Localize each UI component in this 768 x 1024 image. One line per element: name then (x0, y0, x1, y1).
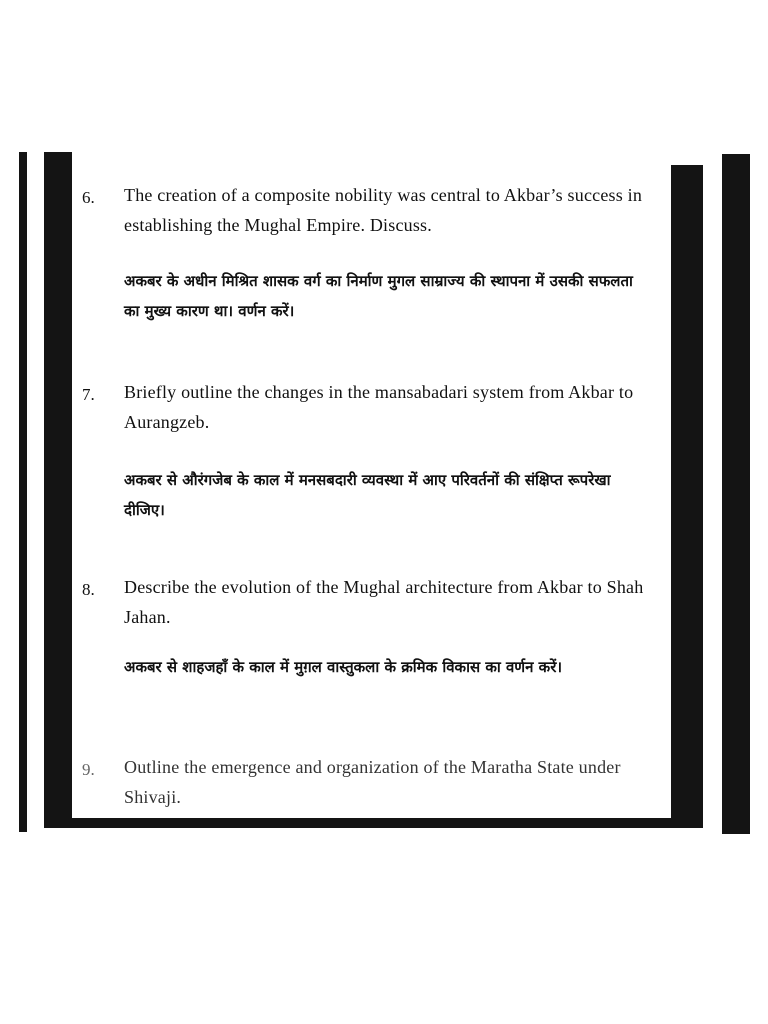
left-outer-border-bar (19, 152, 27, 832)
question-number: 7. (82, 385, 95, 404)
question-paper (72, 150, 671, 818)
question-hindi-text: अकबर से शाहजहाँ के काल में मुग़ल वास्तुकला के क्रमिक विकास का वर्णन करें। (124, 658, 563, 676)
left-inner-border-bar (44, 152, 72, 828)
right-outer-border-bar (722, 154, 750, 834)
question-number: 6. (82, 188, 95, 207)
question-english-text: Describe the evolution of the Mughal architecture from Akbar to Shah Jahan. (124, 577, 644, 627)
right-inner-border-bar (671, 165, 703, 828)
question-number: 8. (82, 580, 95, 599)
question-number: 9. (82, 760, 95, 779)
question-hindi-text: अकबर से औरंगजेब के काल में मनसबदारी व्यवस्था में आए परिवर्तनों की संक्षिप्त रूपरेखा दीजिए। (124, 471, 611, 519)
question-english-text: Briefly outline the changes in the mansabadari system from Akbar to Aurangzeb. (124, 382, 634, 432)
bottom-border-bar (44, 818, 703, 828)
question-english-text: Outline the emergence and organization of the Maratha State under Shivaji. (124, 757, 621, 807)
question-hindi-text: अकबर के अधीन मिश्रित शासक वर्ग का निर्माण मुगल साम्राज्य की स्थापना में उसकी सफलता का मुख्य कारण था। वर्णन करें। (124, 272, 633, 320)
question-english-text: The creation of a composite nobility was central to Akbar’s success in establishing the Mughal Empire. Discuss. (124, 185, 643, 235)
